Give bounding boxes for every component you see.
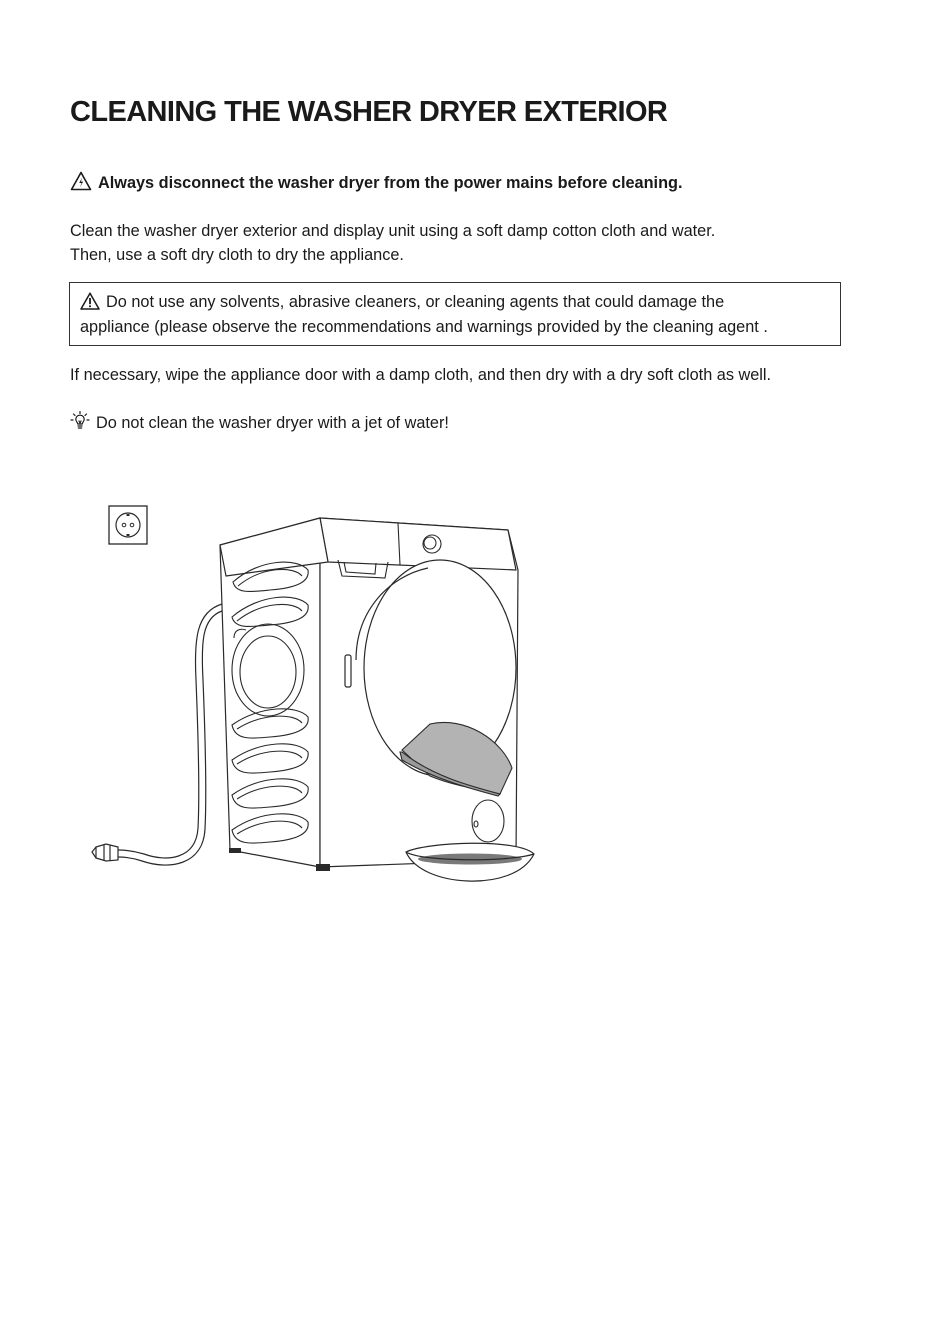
door-cleaning-note: If necessary, wipe the appliance door with a damp cloth, and then dry with a dry soft cloth as well.: [70, 366, 772, 384]
electric-warning-icon: [70, 171, 92, 198]
caution-line-1: [80, 290, 724, 317]
warning-triangle-icon: [80, 292, 100, 317]
caution-box: [69, 282, 841, 346]
cleaning-instruction-line-2: Then, use a soft dry cloth to dry the appliance.: [70, 246, 404, 264]
cleaning-instruction-line-1: Clean the washer dryer exterior and display unit using a soft damp cotton cloth and water.: [70, 222, 716, 240]
caution-line-1-text: Do not use any solvents, abrasive cleaners, or cleaning agents that could damage the: [106, 293, 725, 311]
filter-cover: [472, 800, 504, 842]
caution-line-2: appliance (please observe the recommendations and warnings provided by the cleaning agent .: [80, 318, 768, 336]
disconnect-warning-text: Always disconnect the washer dryer from the power mains before cleaning.: [98, 174, 683, 192]
power-socket-icon: [109, 506, 147, 544]
disconnect-warning: [70, 171, 682, 198]
water-bowl: [406, 843, 534, 881]
washer-dryer-illustration: [70, 490, 550, 890]
power-cord: [92, 604, 222, 865]
page-title: CLEANING THE WASHER DRYER EXTERIOR: [70, 96, 668, 128]
lightbulb-icon: [70, 411, 90, 438]
water-jet-tip: [70, 411, 449, 438]
water-jet-tip-text: Do not clean the washer dryer with a jet of water!: [96, 414, 449, 432]
